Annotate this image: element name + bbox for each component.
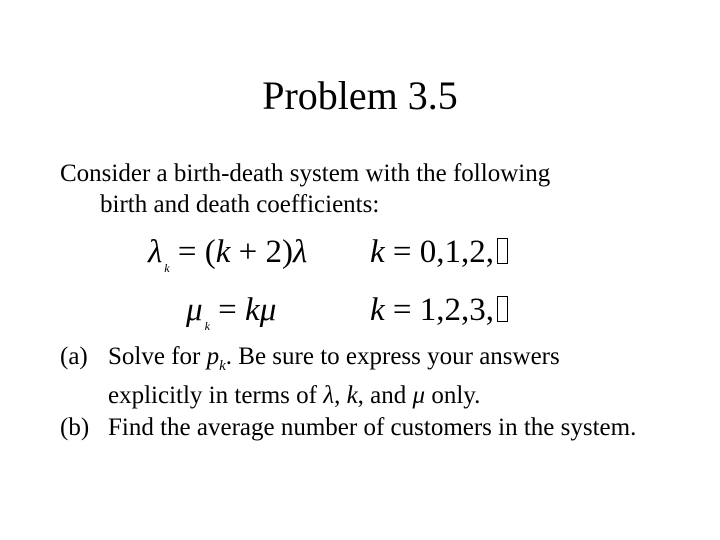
item-text: Find the average number of customers in the system. bbox=[108, 414, 637, 441]
k-values: = 1,2,3, bbox=[384, 292, 495, 328]
equals-sign: = bbox=[209, 292, 246, 328]
item-text: , and bbox=[357, 382, 413, 409]
problem-intro bbox=[60, 158, 660, 220]
k-variable: k bbox=[346, 382, 358, 409]
item-marker: (b) bbox=[60, 414, 90, 441]
missing-glyph-box bbox=[497, 238, 508, 264]
item-marker: (a) bbox=[60, 343, 88, 370]
k-values: = 0,1,2, bbox=[384, 234, 495, 270]
subscript-k: k bbox=[164, 261, 170, 275]
question-b bbox=[60, 413, 660, 443]
equals-open-paren: = ( bbox=[169, 234, 216, 270]
item-text: , bbox=[334, 382, 347, 409]
k-variable: k bbox=[370, 234, 385, 270]
item-text: only. bbox=[425, 382, 481, 409]
item-text: . Be sure to express your answers explicitly in terms of bbox=[108, 343, 560, 409]
item-text: Solve for bbox=[108, 343, 207, 370]
question-list bbox=[60, 342, 660, 445]
mu-symbol: μ bbox=[186, 292, 203, 328]
p-variable: p bbox=[206, 343, 220, 370]
lambda-symbol: λ bbox=[148, 234, 163, 270]
missing-glyph-box bbox=[497, 296, 508, 322]
k-variable: k bbox=[370, 292, 385, 328]
intro-line-2: birth and death coefficients: bbox=[100, 191, 380, 218]
slide-title: Problem 3.5 bbox=[262, 73, 458, 118]
question-a bbox=[60, 342, 660, 411]
k-variable: k bbox=[215, 234, 231, 270]
death-range-expression bbox=[370, 284, 508, 336]
mu-factor: μ bbox=[259, 292, 277, 328]
birth-range-expression bbox=[370, 226, 508, 278]
lambda-symbol: λ bbox=[323, 382, 335, 409]
lambda-factor: λ bbox=[293, 234, 308, 270]
plus-two-close-paren: + 2) bbox=[230, 234, 293, 270]
p-subscript: k bbox=[219, 358, 226, 374]
subscript-k: k bbox=[204, 319, 210, 333]
k-variable: k bbox=[245, 292, 260, 328]
mu-symbol: μ bbox=[412, 382, 426, 409]
intro-line-1: Consider a birth-death system with the following bbox=[60, 160, 551, 187]
